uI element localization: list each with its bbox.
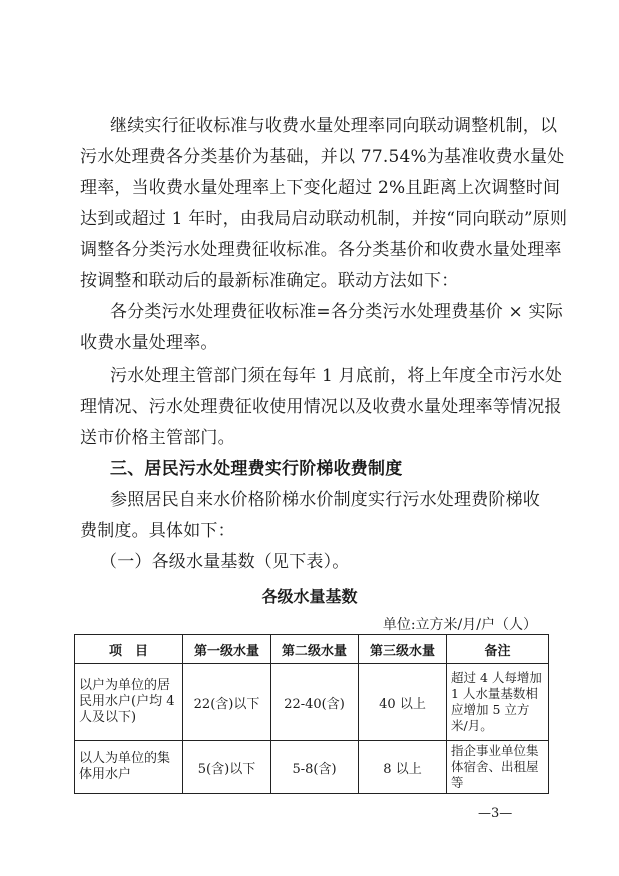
cell-note: 指企事业单位集体宿舍、出租屋等 — [447, 741, 549, 794]
table-title: 各级水量基数 — [261, 587, 358, 606]
table-unit: 单位:立方米/月/户（人） — [382, 617, 537, 633]
cell-tier3: 8 以上 — [359, 741, 447, 794]
subsection-line: （一）各级水量基数（见下表）。 — [100, 552, 350, 572]
paragraph-line: 参照居民自来水价格阶梯水价制度实行污水处理费阶梯收 — [110, 490, 540, 510]
cell-tier1: 5(含)以下 — [183, 741, 271, 794]
cell-note: 超过 4 人每增加 1 人水量基数相应增加 5 立方米/月。 — [447, 664, 549, 741]
cell-item: 以人为单位的集体用水户 — [75, 741, 183, 794]
formula-line: 收费水量处理率。 — [80, 333, 218, 353]
page-number: —3— — [478, 806, 513, 821]
paragraph-line: 理率，当收费水量处理率上下变化超过 2%且距离上次调整时间 — [80, 178, 561, 198]
section-heading: 三、居民污水处理费实行阶梯收费制度 — [110, 459, 403, 479]
paragraph-line: 污水处理主管部门须在每年 1 月底前，将上年度全市污水处 — [110, 366, 563, 386]
cell-tier2: 5-8(含) — [271, 741, 359, 794]
paragraph-line: 送市价格主管部门。 — [80, 428, 235, 448]
paragraph-line: 费制度。具体如下： — [80, 521, 235, 541]
paragraph-line: 污水处理费各分类基价为基础，并以 77.54%为基准收费水量处 — [80, 147, 565, 167]
table-row — [75, 741, 549, 794]
water-volume-table — [74, 634, 549, 794]
paragraph-line: 达到或超过 1 年时，由我局启动联动机制，并按“同向联动”原则 — [80, 209, 568, 229]
cell-item: 以户为单位的居民用水户(户均 4 人及以下) — [75, 664, 183, 741]
header-tier1: 第一级水量 — [183, 635, 271, 664]
header-note: 备注 — [447, 635, 549, 664]
header-tier2: 第二级水量 — [271, 635, 359, 664]
header-item: 项 目 — [75, 635, 183, 664]
formula-line: 各分类污水处理费征收标准=各分类污水处理费基价 × 实际 — [110, 302, 563, 322]
table-header-row — [75, 635, 549, 664]
cell-tier1: 22(含)以下 — [183, 664, 271, 741]
paragraph-line: 调整各分类污水处理费征收标准。各分类基价和收费水量处理率 — [80, 240, 562, 260]
paragraph-line: 理情况、污水处理费征收使用情况以及收费水量处理率等情况报 — [80, 397, 562, 417]
cell-tier3: 40 以上 — [359, 664, 447, 741]
paragraph-line: 继续实行征收标准与收费水量处理率同向联动调整机制，以 — [110, 116, 558, 136]
cell-tier2: 22-40(含) — [271, 664, 359, 741]
header-tier3: 第三级水量 — [359, 635, 447, 664]
table-row — [75, 664, 549, 741]
paragraph-line: 按调整和联动后的最新标准确定。联动方法如下： — [80, 271, 459, 291]
